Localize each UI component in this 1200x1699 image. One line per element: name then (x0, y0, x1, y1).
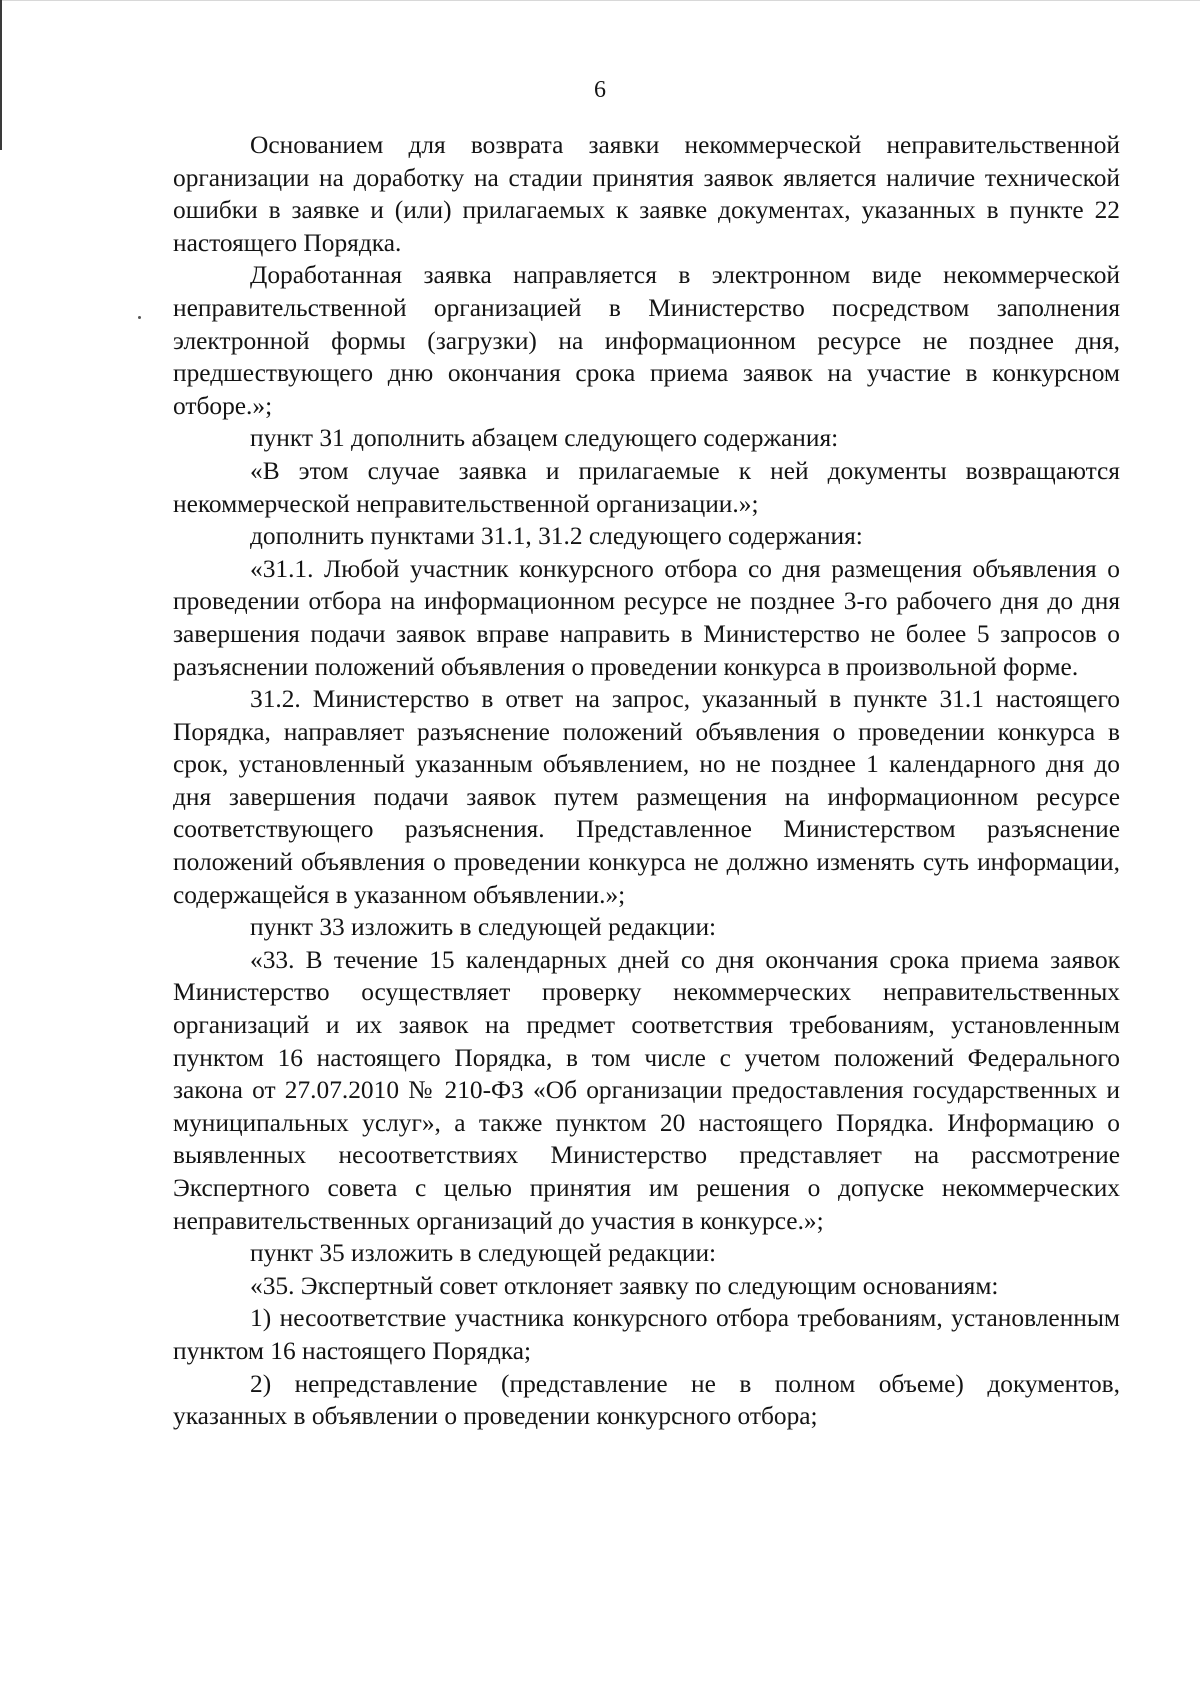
paragraph: «33. В течение 15 календарных дней со дня окончания срока приема заявок Министерство осуществляет проверку некоммерческих неправительственных организаций и их заявок на предмет соответствия требованиям, установленным пунктом 16 настоящего Порядка, в том числе с учетом положений Федерального закона от 27.07.2010 № 210-ФЗ «Об организации предоставления государственных и муниципальных услуг», а также пунктом 20 настоящего Порядка. Информацию о выявленных несоответствиях Министерство представляет на рассмотрение Экспертного совета с целью принятия им решения о допуске некоммерческих неправительственных организаций до участия в конкурсе.»; (173, 945, 1120, 1235)
scan-speck (138, 316, 141, 319)
document-body (173, 129, 1120, 1433)
paragraph: «В этом случае заявка и прилагаемые к ней документы возвращаются некоммерческой неправительственной организации.»; (173, 456, 1120, 518)
paragraph: Основанием для возврата заявки некоммерческой неправительственной организации на доработку на стадии принятия заявок является наличие технической ошибки в заявке и (или) прилагаемых к заявке документах, указанных в пункте 22 настоящего Порядка. (173, 131, 1120, 257)
paragraph: 31.2. Министерство в ответ на запрос, указанный в пункте 31.1 настоящего Порядка, направляет разъяснение положений объявления о проведении конкурса в срок, установленный указанным объявлением, но не позднее 1 календарного дня до дня завершения подачи заявок путем размещения на информационном ресурсе соответствующего разъяснения. Представленное Министерством разъяснение положений объявления о проведении конкурса не должно изменять суть информации, содержащейся в указанном объявлении.»; (173, 685, 1120, 909)
paragraph: пункт 35 изложить в следующей редакции: (250, 1239, 717, 1268)
paragraph: пункт 31 дополнить абзацем следующего содержания: (250, 424, 839, 453)
paragraph: «31.1. Любой участник конкурсного отбора со дня размещения объявления о проведении отбора на информационном ресурсе не позднее 3-го рабочего дня до дня завершения подачи заявок вправе направить в Министерство не более 5 запросов о разъяснении положений объявления о проведении конкурса в произвольной форме. (173, 554, 1120, 681)
page-number: 6 (594, 77, 606, 103)
paragraph: дополнить пунктами 31.1, 31.2 следующего содержания: (250, 522, 863, 551)
paragraph: Доработанная заявка направляется в электронном виде некоммерческой неправительственной организацией в Министерство посредством заполнения электронной формы (загрузки) на информационном ресурсе не позднее дня, предшествующего дню окончания срока приема заявок на участие в конкурсном отборе.»; (173, 261, 1120, 420)
paragraph: пункт 33 изложить в следующей редакции: (250, 913, 717, 942)
paragraph: 1) несоответствие участника конкурсного отбора требованиям, установленным пунктом 16 настоящего Порядка; (173, 1304, 1120, 1365)
paragraph: 2) непредставление (представление не в полном объеме) документов, указанных в объявлении о проведении конкурсного отбора; (173, 1369, 1120, 1431)
scan-edge-top (0, 0, 1200, 1)
paragraph: «35. Экспертный совет отклоняет заявку по следующим основаниям: (250, 1271, 999, 1300)
